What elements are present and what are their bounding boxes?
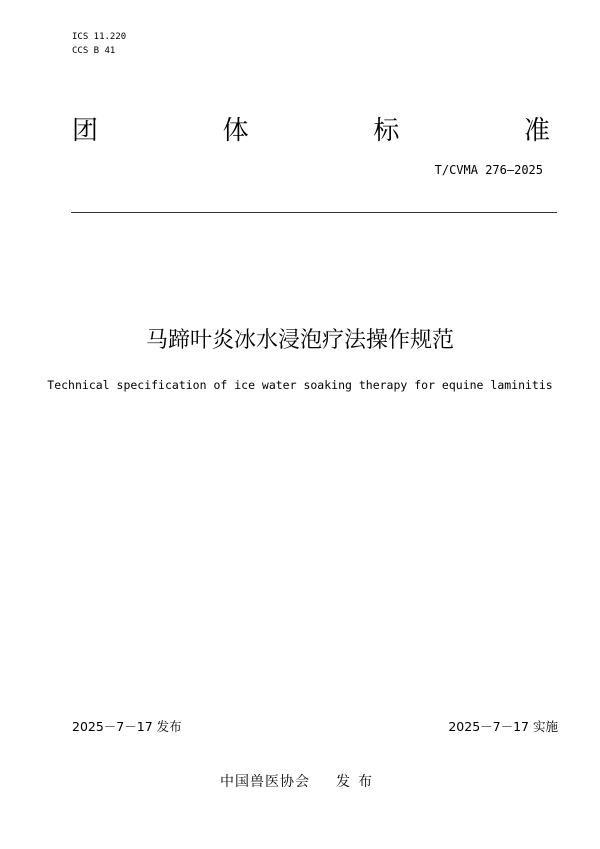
issue-action: 发布	[336, 774, 380, 790]
classification-codes	[72, 30, 126, 58]
implementation-date: 2025－7－17 实施	[448, 719, 558, 734]
issuer-line	[0, 772, 600, 792]
standard-type-heading	[72, 114, 550, 148]
standard-type-char: 标	[373, 116, 400, 146]
title-english: Technical specification of ice water soaking therapy for equine laminitis	[47, 378, 553, 392]
ics-code: ICS 11.220	[72, 32, 127, 42]
issuing-organization: 中国兽医协会	[220, 774, 310, 790]
standard-number: T/CVMA 276—2025	[434, 163, 543, 177]
header-divider	[71, 212, 557, 213]
standard-type-char: 体	[222, 116, 249, 146]
title-chinese: 马蹄叶炎冰水浸泡疗法操作规范	[145, 328, 454, 353]
standard-type-char: 准	[523, 116, 550, 146]
ccs-code: CCS B 41	[72, 46, 116, 56]
standard-type-char: 团	[72, 116, 99, 146]
issue-date: 2025－7－17 发布	[72, 719, 182, 734]
